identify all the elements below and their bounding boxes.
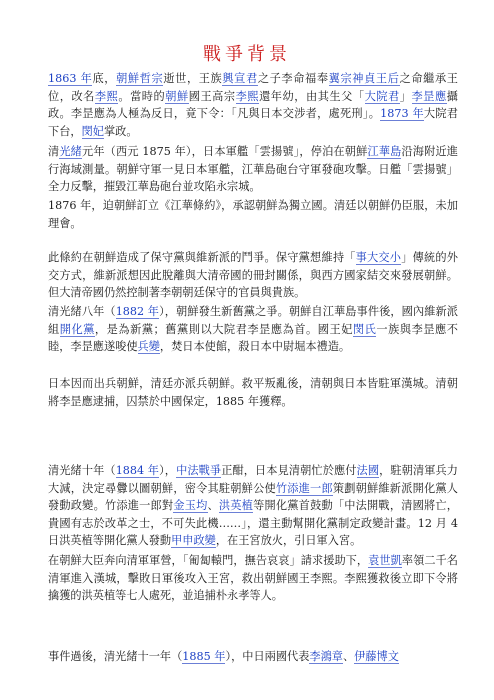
paragraph-text: 」傳統的外交方式，維新派想因此脫離與大清帝國的冊封關係，與西方國家結交來發展朝鮮。但大清帝國仍然控制著李朝朝廷保守的官員與貴族。 xyxy=(48,251,458,300)
paragraph xyxy=(48,462,458,550)
paragraph-text: 日本因而出兵朝鮮，清廷亦派兵朝鮮。救平叛亂後，清朝與日本皆駐軍漢城。清朝將李昰應逮捕，囚禁於中國保定，1885 年獲釋。 xyxy=(48,377,458,408)
paragraph-text: 清光緒十年（ xyxy=(48,464,116,477)
wiki-link[interactable]: 中法戰爭 xyxy=(176,464,222,477)
paragraph-text: 、 xyxy=(207,499,219,513)
wiki-link[interactable]: 竹添進一郎 xyxy=(275,481,333,495)
wiki-link[interactable]: 翼宗神貞王后 xyxy=(328,72,400,85)
paragraph-text: 清 xyxy=(48,145,60,158)
paragraph-text: ）， xyxy=(159,464,177,477)
wiki-link[interactable]: 甲申政變 xyxy=(171,534,216,548)
paragraph-text: 攝政。李昰應為人極為反日，竟下令：「凡與日本交涉者，處死刑」。 xyxy=(48,89,458,121)
wiki-link[interactable]: 閔妃 xyxy=(81,124,104,138)
wiki-link[interactable]: 開化黨 xyxy=(59,322,95,336)
paragraph-text: 」 xyxy=(399,89,412,103)
paragraph-text: 此條約在朝鮮造成了保守黨與維新派的鬥爭。保守黨想維持「 xyxy=(48,251,356,264)
paragraph xyxy=(48,375,458,410)
paragraph xyxy=(48,143,458,196)
paragraph-text: 元年（西元 1875 年），日本軍艦「雲揚號」，停泊在朝鮮 xyxy=(82,145,368,158)
wiki-link[interactable]: 朝鮮哲宗 xyxy=(116,72,164,85)
paragraph-text: 逝世，王族 xyxy=(163,72,223,85)
paragraph-text: 1876 年，迫朝鮮訂立《江華條約》，承認朝鮮為獨立國。清廷以朝鮮仍臣服，未加理會。 xyxy=(48,199,458,230)
paragraph-text: 沿海附近進行海域測量。朝鮮守軍一見日本軍艦，江華島砲台守軍發砲攻擊。日艦「雲揚號」全力反擊，摧毀江華島砲台並攻陷永宗城。 xyxy=(48,145,458,194)
paragraph xyxy=(48,197,458,232)
paragraph-text: 在朝鮮大臣奔向清軍軍營，「匍匐轅門，撫告哀哀」請求援助下， xyxy=(48,554,369,567)
page-title: 戰爭背景 xyxy=(203,44,291,65)
wiki-link[interactable]: 1885 年 xyxy=(182,650,226,663)
wiki-link[interactable]: 李熙 xyxy=(235,89,260,103)
wiki-link[interactable]: 李鴻章 xyxy=(309,650,343,663)
paragraph-text: 策劃朝鮮維新派開化黨人發動政變。竹添進一郎對 xyxy=(48,481,458,513)
paragraph xyxy=(48,70,458,140)
paragraph-text: 率領二千名清軍進入漢城，擊敗日軍後攻入王宮，救出朝鮮國王李熙。李熙獲救後立即下令將擒獲的洪英植等七人處死，並追捕朴永孝等人。 xyxy=(48,554,458,603)
wiki-link[interactable]: 1873 年 xyxy=(380,107,424,121)
paragraph-text: 國王高宗 xyxy=(188,89,236,103)
paragraph-text: ），中日兩國代表 xyxy=(225,650,310,663)
paragraph-text: ，是為新黨；舊黨則以大院君李昰應為首。國王妃 xyxy=(94,322,353,336)
wiki-link[interactable]: 1863 年 xyxy=(48,72,93,85)
paragraph-text: 一族與李昰應不睦，李昰應遂唆使 xyxy=(48,322,458,354)
paragraph-text: 正酣，日本見清朝忙於應付 xyxy=(221,464,357,477)
wiki-link[interactable]: 李昰應 xyxy=(411,89,447,103)
paragraph xyxy=(48,648,458,666)
paragraph-text: 之命繼承王位，改名 xyxy=(48,72,458,103)
wiki-link[interactable]: 事大交小 xyxy=(355,251,402,264)
wiki-link[interactable]: 洪英植 xyxy=(218,499,254,513)
wiki-link[interactable]: 1882 年 xyxy=(115,305,160,318)
paragraph-text: 掌政。 xyxy=(103,124,138,138)
paragraph-text: 事件過後，清光緒十一年（ xyxy=(48,650,183,663)
paragraph xyxy=(48,249,458,302)
wiki-link[interactable]: 兵變 xyxy=(137,340,160,354)
wiki-link[interactable]: 法國 xyxy=(356,464,380,477)
wiki-link[interactable]: 大院君 xyxy=(364,89,400,103)
wiki-link[interactable]: 李熙 xyxy=(94,89,119,103)
wiki-link[interactable]: 金玉均 xyxy=(173,499,208,513)
paragraph xyxy=(48,552,458,605)
wiki-link[interactable]: 袁世凱 xyxy=(368,554,402,567)
paragraph-text: 、 xyxy=(342,650,355,663)
wiki-link[interactable]: 興宣君 xyxy=(222,72,258,85)
wiki-link[interactable]: 江華島 xyxy=(367,145,402,158)
wiki-link[interactable]: 1884 年 xyxy=(115,464,160,477)
paragraph-text: 大院君下台， xyxy=(48,107,458,138)
paragraph-text: 底， xyxy=(92,72,117,85)
wiki-link[interactable]: 朝鮮 xyxy=(165,89,189,103)
paragraph xyxy=(48,303,458,356)
paragraph-text: 之子李命福奉 xyxy=(257,72,329,85)
paragraph-text: ），朝鮮發生新舊黨之爭。朝鮮自江華島事件後，國內維新派組 xyxy=(48,305,458,336)
wiki-link[interactable]: 閔氏 xyxy=(352,322,377,336)
paragraph-text: 清光緒八年（ xyxy=(48,305,116,318)
wiki-link[interactable]: 光緒 xyxy=(59,145,83,158)
paragraph-text: 。當時的 xyxy=(118,89,166,103)
paragraph-text: ，在王宮放火，引日軍入宮。 xyxy=(215,534,362,548)
wiki-link[interactable]: 伊藤博文 xyxy=(354,650,399,663)
paragraph-text: 等開化黨首鼓動「中法開戰，清國將亡，貴國有志於改革之士，不可失此機……」，還主動幫開化黨制定政變計畫。12 月 4 日洪英植等開化黨人發動 xyxy=(48,499,458,548)
paragraph-text: ，焚日本使館，殺日本中尉堀本禮造。 xyxy=(159,340,351,354)
paragraph-text: ，駐朝清軍兵力大減，決定尋釁以圖朝鮮，密令其駐朝鮮公使 xyxy=(48,464,458,495)
paragraph-text: 還年幼，由其生父「 xyxy=(259,89,365,103)
